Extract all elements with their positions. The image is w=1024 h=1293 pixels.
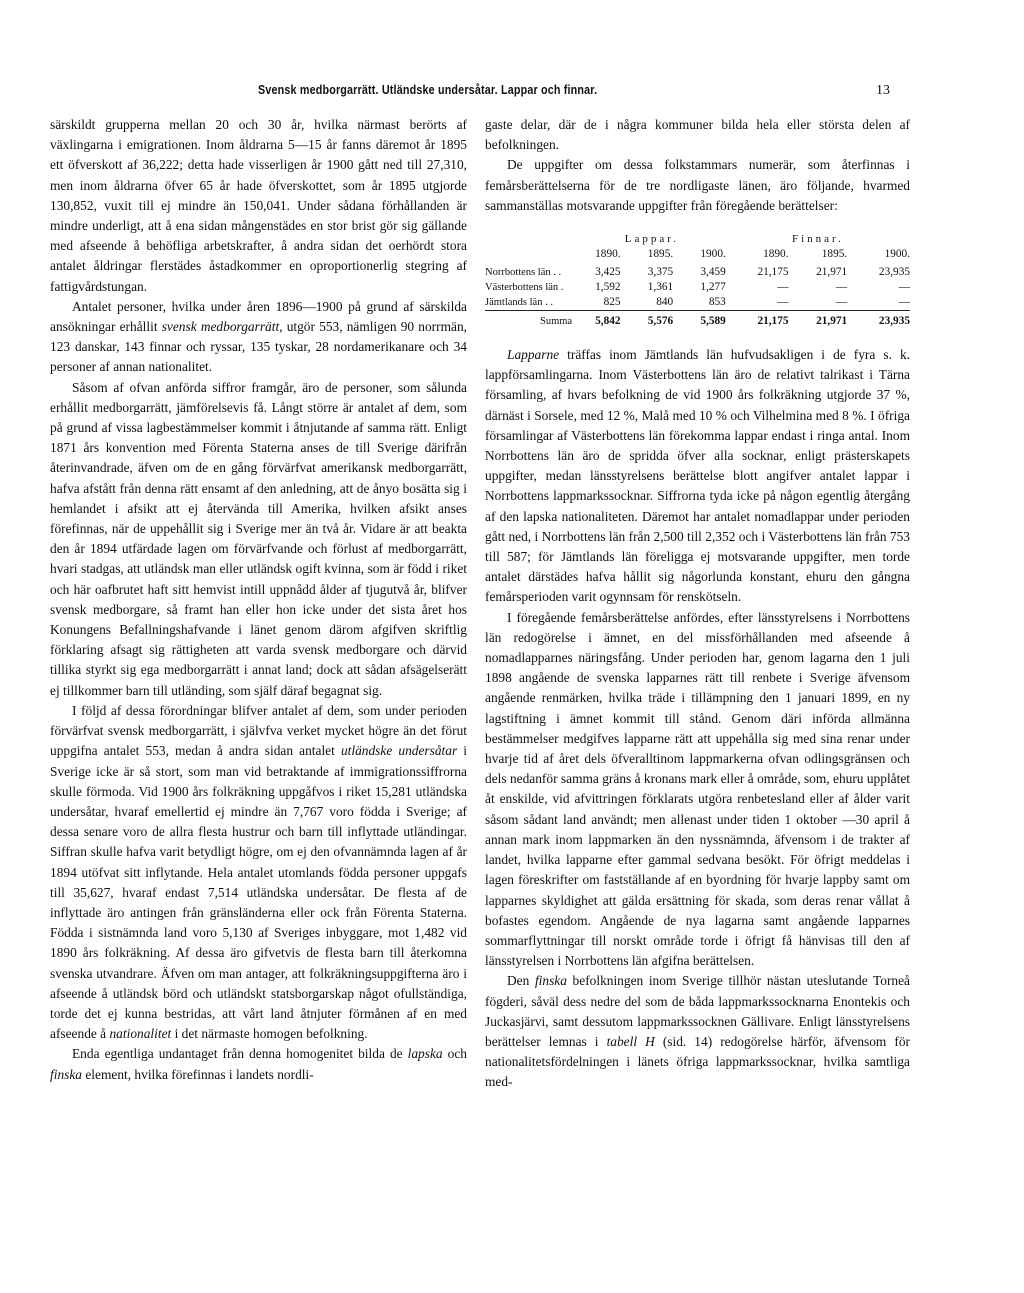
group-label-finnar: Finnar. (791, 233, 844, 246)
table-cell: 3,425 (595, 266, 621, 279)
table-row (485, 295, 910, 311)
row-label: Västerbottens län . (485, 282, 564, 294)
table-cell: 853 (708, 296, 726, 309)
table-cell: — (777, 281, 789, 294)
table-year-header (485, 247, 910, 265)
table-sum-row (485, 311, 910, 330)
sum-cell: 5,576 (621, 311, 674, 330)
header-title: Svensk medborgarrätt. Utländske undersåtar. Lappar och finnar. (258, 83, 598, 97)
table-cell: 825 (603, 296, 621, 309)
table-cell: — (898, 296, 910, 309)
year-header: 1895. (647, 248, 674, 261)
table-cell: — (835, 281, 848, 294)
year-header: 1890. (763, 248, 789, 261)
paragraph: Lapparne träffas inom Jämtlands län hufvudsakligen i de fyra s. k. lappförsamlingarna. Inom Västerbottens län äro de relativt talrikast i Tärna församling, af hvars befolkning de vid 1900 års folkräkning utgjorde 37 %, därnäst i Sorsele, med 12 %, Malå med 10 % och Vilhelmina med 8 %. I öfriga församlingar af Västerbottens län förekomma lappar endast i ringa antal. Inom Norrbottens län äro de spridda öfver alla socknar, enligt prästerskapets uppgifter, medan länsstyrelsens berättelse blott angifver antalet lappar i Norrbottens lappmarkssocknar. Siffrorna tyda icke på någon egentlig återgång af den lapska nationaliteten. Däremot har antalet nomadlappar under perioden gått ned, i Norrbottens län från 2,500 till 2,352 och i Västerbottens län från 753 till 587; för Jämtlands län föreligga ej motsvarande uppgifter, men torde antalet därstädes hafva hållit sig någorlunda konstant, ehuru den gångna femårsperioden varit ogynnsam för renskötseln. (485, 347, 910, 605)
paragraph: Såsom af ofvan anförda siffror framgår, äro de personer, som sålunda erhållit medborgarrätt, jämförelsevis få. Långt större är antalet af dem, som på grund af vissa lagbestämmelser kommit i åtnjutande af samma rätt. Enligt 1871 års konvention med Förenta Staterna anses de till Sverige därifrån återinvandrade, äfven om de en gång förvärfvat amerikansk medborgarrätt, hafva afstått från denna rätt ensamt af den anledning, att de ånyo bosätta sig i hemlandet i afsikt att ej återvända till Amerika, hvilken afsikt anses förefinnas, när de uppehållit sig i Sverige mer än två år. Vidare är att beakta den år 1894 utfärdade lagen om förvärfvande och förlust af medborgarrätt, hvari stadgas, att utländsk man eller utländsk ogift kvinna, som är född i riket och här oafbrutet haft sitt hemvist intill uppnådd ålder af tjugutvå år, blifver svensk medborgare, så framt han eller hon icke under det sista året hos Konungens Befallningshafvande i länet genom därom afgifven skriftlig förklaring afsagt sig rättigheten att varda svensk medborgare och därvid tillika styrkt sig ega medborgarrätt i annat land; dock att sådan afsägelserätt ej tillkommer barn till utländing, som själf däraf begagnat sig. (50, 379, 467, 698)
row-label: Jämtlands län . . (485, 297, 553, 309)
paragraph: Antalet personer, hvilka under åren 1896—1900 på grund af särskilda ansökningar erhållit svensk medborgarrätt, utgör 553, nämligen 90 norrmän, 123 danskar, 143 finnar och ryssar, 135 tyskar, 28 nordamerikanare och 34 personer af annan nationalitet. (50, 298, 467, 375)
population-table (485, 232, 910, 329)
sum-cell: 5,842 (578, 311, 620, 330)
table-cell: 1,592 (595, 281, 621, 294)
table-cell: 3,459 (700, 266, 726, 279)
table-cell: 3,375 (647, 266, 674, 279)
table-cell: 1,277 (700, 281, 726, 294)
paragraph: De uppgifter om dessa folkstammars numerär, som återfinnas i femårsberättelserna för de tre nordligaste länen, äro följande, hvarmed sammanställas motsvarande uppgifter från föregående berättelser: (485, 157, 910, 213)
paragraph: I föregående femårsberättelse anfördes, efter länsstyrelsens i Norrbottens län redogörelse i ämnet, en del missförhållanden med afseende å nomadlapparnes näringsfång. Under perioden har, genom lagarna den 1 juli 1898 angående de svenska lapparnes rätt till renbete i Sverige äfvensom angående renmärken, hvilka träde i tillämpning den 1 januari 1899, en ny lagstiftning i ämnet kommit till stånd. Genom däri införda allmänna bestämmelser medgifves lapparne rätt att uppehålla sig med sina renar under hvarje tid af året dels öfveralltinom lappmarkerna ofvan odlingsgränsen och dels nedanför samma gräns å kronans mark eller å område, som, ehuru upplåtet åt enskilde, vid afvittringen förklarats utgöra renbetesland eller af ålder varit såsom sådant land användt; men allenast under tiden 1 oktober —30 april å annan mark inom lappmarken än den nyssnämnda, äfvensom i de trakter af landet, hvilka lapparne efter gammal sedvana besökt. För öfrigt meddelas i lagen föreskrifter om fastställande af en byordning för hvarje lappby samt om lapparnes skyldighet att gälda ersättning för skada, som deras renar vållat å bofastes egendom. Angående de nya lagarna samt angående lapparnes sommarflyttningar till norskt område torde i öfrigt få hänvisas till den af länsstyrelsen i Norrbottens län afgifna berättelsen. (485, 609, 910, 969)
year-header: 1900. (884, 248, 910, 261)
table-group-header (485, 232, 910, 247)
sum-cell: 5,589 (673, 311, 726, 330)
paragraph: Den finska befolkningen inom Sverige tillhör nästan uteslutande Torneå fögderi, såväl dess nedre del som de båda lappmarkssocknarna Enontekis och Juckasjärvi, samt dessutom lappmarkssocknen Gällivare. Enligt länsstyrelsens berättelser lemnas i tabell H (sid. 14) redogörelse härför, äfvensom för nationalitetsfördelningen i länets öfriga lappmarkssocknar, hvilka samtliga med- (485, 973, 911, 1090)
group-label-lappar: Lappar. (624, 233, 680, 246)
paragraph: gaste delar, där de i några kommuner bilda hela eller största delen af befolkningen. (485, 117, 910, 153)
table-cell: 21,175 (757, 266, 789, 279)
sum-label: Summa (485, 311, 578, 330)
table-cell: 23,935 (878, 266, 910, 279)
table-cell: 21,971 (816, 266, 848, 279)
table-cell: — (777, 296, 789, 309)
row-label: Norrbottens län . . (485, 267, 562, 279)
left-column (50, 115, 467, 1085)
paragraph: I följd af dessa förordningar blifver antalet af dem, som under perioden förvärfvat svensk medborgarrätt, i självfva verket mycket högre än det förut uppgifna antalet 553, medan å andra sidan antalet utländske undersåtar i Sverige icke är så stort, som man vid betraktande af immigrationssiffrorna skulle förmoda. Vid 1900 års folkräkning uppgåfvos i riket 15,281 utländska undersåtar, hvaraf emellertid ej mindre än 7,767 voro födda i Sverige; af dessa senare voro de allra flesta hustrur och barn till inflyttade utländingar. Siffran skulle hafva varit betydligt högre, om ej den ofvannämnda lagen af år 1894 utöfvat sitt inflytande. Hela antalet utomlands födda personer uppgafs till 35,627, hvaraf endast 7,514 utländska undersåtar. De flesta af de inflyttade äro antingen från gränsländerna eller ock från Förenta Staterna. Födda i sistnämnda land voro 5,130 af Sveriges inbyggare, mot 1,482 vid 1890 års folkräkning. Af dessa äro gifvetvis de flesta barn till återkomna svenska utvandrare. Äfven om man antager, att folkräkningsuppgifterna äro i afseende å utländsk börd och utländskt statsborgarskap något ofullständiga, torde det ej kunna bestridas, att vårt land åtnjuter förmånen af en med afseende å nationalitet i det närmaste homogen befolkning. (50, 702, 468, 1042)
page-number: 13 (876, 83, 890, 98)
paragraph: Enda egentliga undantaget från denna homogenitet bilda de lapska och finska element, hvilka förefinnas i landets nordli- (50, 1046, 467, 1082)
paragraph: särskildt grupperna mellan 20 och 30 år, hvilka närmast berörts af växlingarna i emigrationen. Inom åldrarna 5—15 år fanns däremot år 1895 ett öfverskott af 36,222; detta hade visserligen år 1900 gått ned till 27,310, men inom åldrarna öfver 65 år hade öfverskottet, som år 1895 utgjorde 130,852, vuxit till ej mindre än 150,041. Under sådana förhållanden är mindre underligt, att å ena sidan mångenstädes en stor brist gör sig gällande med afseende å behöfliga arbetskrafter, å andra sidan det oerhördt stora antalet åldringar flerstädes åstadkommer en oproportionerlig stegring af fattigvårdstungan. (50, 117, 467, 294)
table-cell: 840 (656, 296, 674, 309)
table-row (485, 280, 910, 295)
sum-cell: 21,971 (789, 311, 848, 330)
running-header (50, 83, 910, 103)
table-row (485, 265, 910, 280)
table-cell: — (898, 281, 910, 294)
year-header: 1895. (821, 248, 848, 261)
year-header: 1890. (595, 248, 621, 261)
population-table-wrap (485, 232, 910, 329)
table-cell: 1,361 (647, 281, 674, 294)
sum-cell: 21,175 (726, 311, 789, 330)
sum-cell: 23,935 (847, 311, 910, 330)
table-cell: — (835, 296, 848, 309)
year-header: 1900. (700, 248, 726, 261)
right-column (485, 115, 910, 1093)
